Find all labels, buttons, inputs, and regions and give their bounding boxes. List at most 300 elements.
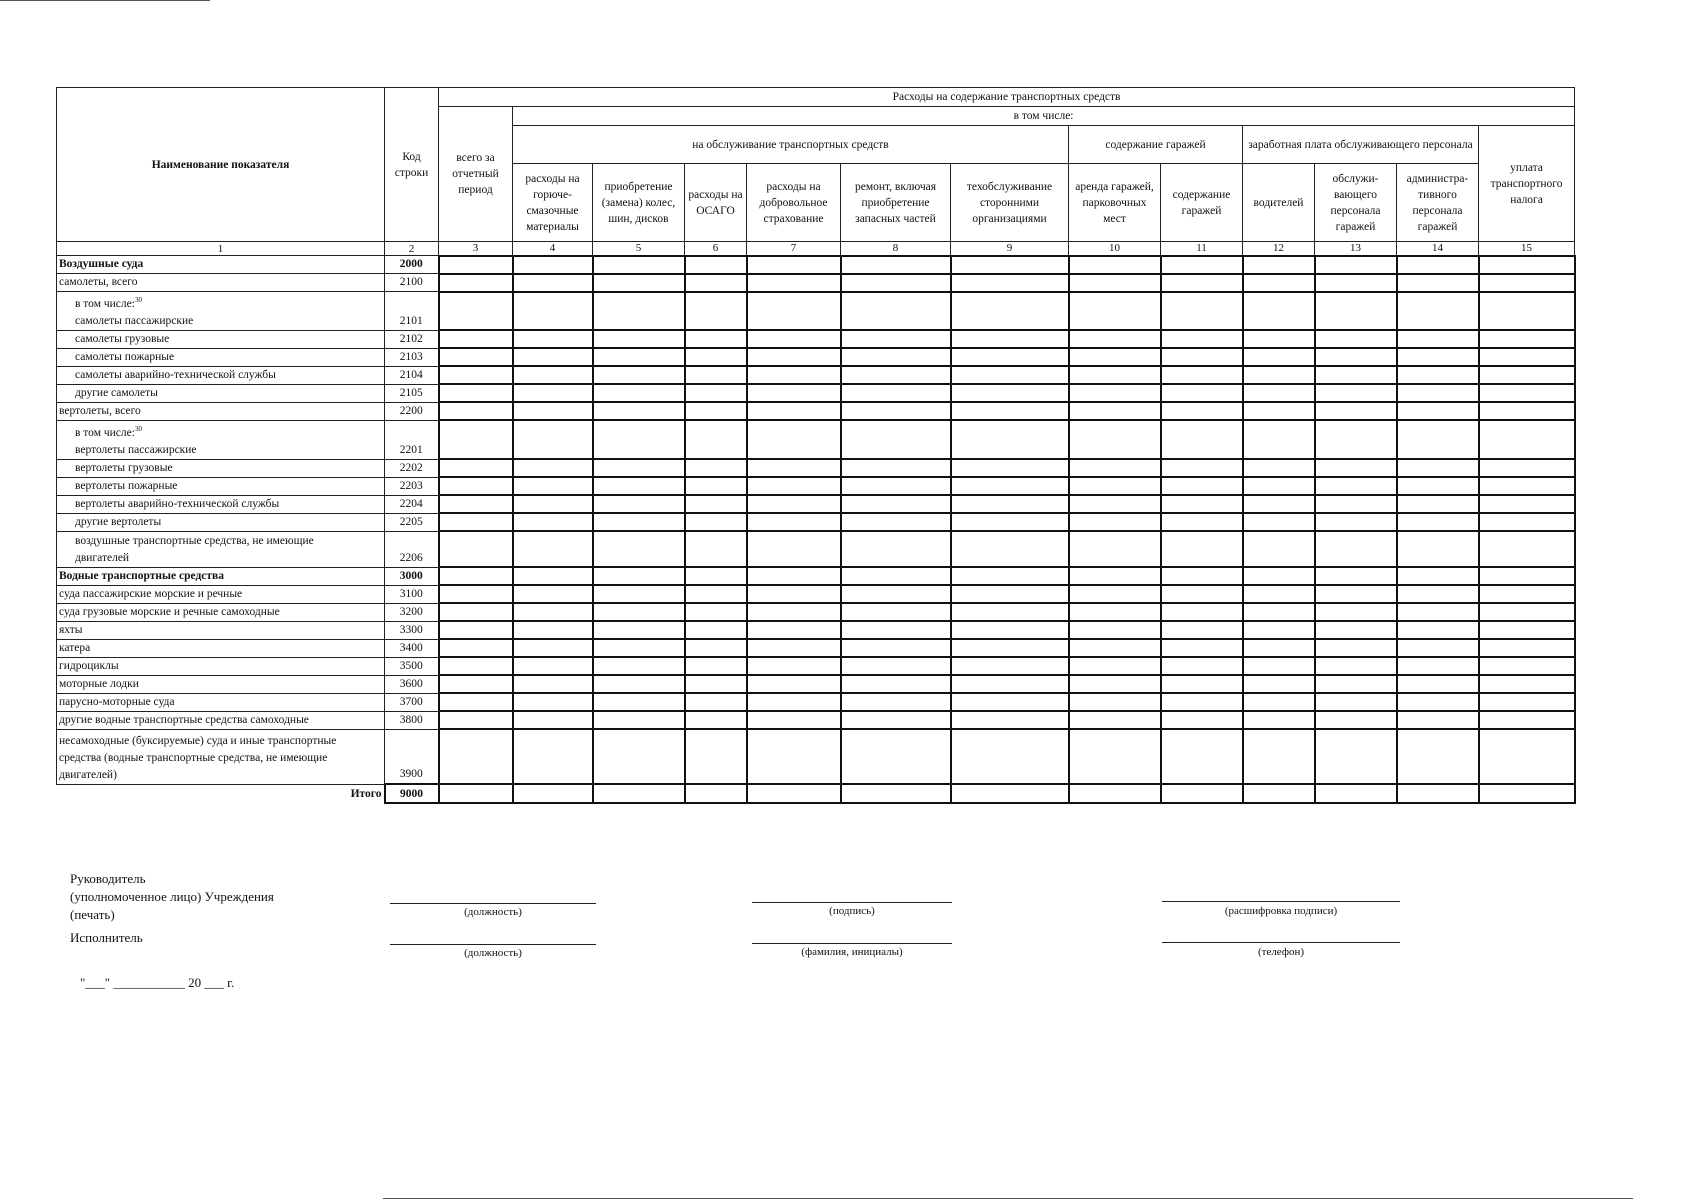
data-cell bbox=[1243, 729, 1315, 784]
data-cell bbox=[1315, 477, 1397, 495]
column-number: 4 bbox=[513, 242, 593, 256]
data-cell bbox=[951, 693, 1069, 711]
row-label bbox=[57, 693, 385, 711]
salary-group-header: заработная плата обслуживающего персонала bbox=[1243, 126, 1479, 164]
signature-caption: (подпись) bbox=[829, 905, 875, 917]
data-cell bbox=[1161, 274, 1243, 292]
data-cell bbox=[1243, 784, 1315, 803]
table-row bbox=[57, 585, 1575, 603]
row-label-prefix: в том числе:$^{30}$ bbox=[75, 296, 142, 310]
data-cell bbox=[1161, 711, 1243, 729]
date-line: "___" ___________ 20 ___ г. bbox=[80, 975, 235, 990]
data-cell bbox=[593, 585, 685, 603]
row-label-text: суда пассажирские морские и речные bbox=[59, 587, 243, 600]
row-label bbox=[57, 366, 385, 384]
footnote-marker: 30 bbox=[134, 296, 142, 304]
data-cell bbox=[1397, 513, 1479, 531]
table-row bbox=[57, 366, 1575, 384]
data-cell bbox=[747, 693, 841, 711]
row-label bbox=[57, 657, 385, 675]
data-cell bbox=[951, 366, 1069, 384]
data-cell bbox=[439, 420, 513, 459]
table-row bbox=[57, 657, 1575, 675]
data-cell bbox=[513, 711, 593, 729]
data-cell bbox=[747, 639, 841, 657]
data-cell bbox=[1315, 402, 1397, 420]
data-cell bbox=[439, 402, 513, 420]
data-cell bbox=[513, 729, 593, 784]
data-cell bbox=[1243, 567, 1315, 585]
data-cell bbox=[513, 420, 593, 459]
data-cell bbox=[1315, 711, 1397, 729]
data-cell bbox=[439, 531, 513, 567]
data-cell bbox=[1069, 348, 1161, 366]
row-label bbox=[57, 621, 385, 639]
data-cell bbox=[1243, 621, 1315, 639]
data-cell bbox=[747, 274, 841, 292]
data-cell bbox=[1243, 256, 1315, 274]
row-label-text: другие водные транспортные средства самоходные bbox=[59, 713, 309, 726]
data-cell bbox=[747, 513, 841, 531]
data-cell bbox=[593, 567, 685, 585]
data-cell bbox=[1069, 693, 1161, 711]
data-cell bbox=[1243, 477, 1315, 495]
data-cell bbox=[685, 603, 747, 621]
row-label-text: двигателей bbox=[75, 551, 130, 564]
data-cell bbox=[1315, 459, 1397, 477]
data-cell bbox=[951, 639, 1069, 657]
data-cell bbox=[1243, 330, 1315, 348]
data-cell bbox=[513, 292, 593, 331]
data-cell bbox=[1069, 639, 1161, 657]
tax-header: уплата транспортного налога bbox=[1479, 126, 1575, 242]
data-cell bbox=[1315, 330, 1397, 348]
expenses-table bbox=[56, 87, 1576, 804]
row-label bbox=[57, 459, 385, 477]
data-cell bbox=[439, 256, 513, 274]
data-cell bbox=[1161, 477, 1243, 495]
data-cell bbox=[747, 784, 841, 803]
row-label-text: вертолеты грузовые bbox=[75, 461, 173, 474]
data-cell bbox=[685, 274, 747, 292]
row-code: 2103 bbox=[385, 348, 439, 366]
data-cell bbox=[1161, 621, 1243, 639]
data-cell bbox=[747, 366, 841, 384]
data-cell bbox=[1397, 420, 1479, 459]
table-row bbox=[57, 256, 1575, 274]
data-cell bbox=[685, 531, 747, 567]
data-cell bbox=[841, 459, 951, 477]
data-cell bbox=[593, 531, 685, 567]
name-caption: (фамилия, инициалы) bbox=[801, 946, 903, 958]
table-row bbox=[57, 274, 1575, 292]
sub-header-maintenance: техобслуживание сторонними организациями bbox=[951, 164, 1069, 242]
data-cell bbox=[1161, 459, 1243, 477]
data-cell bbox=[1479, 477, 1575, 495]
data-cell bbox=[1315, 274, 1397, 292]
data-cell bbox=[1397, 495, 1479, 513]
data-cell bbox=[1069, 459, 1161, 477]
row-label bbox=[57, 477, 385, 495]
row-label-text: катера bbox=[59, 641, 91, 654]
data-cell bbox=[593, 657, 685, 675]
row-label-text: яхты bbox=[59, 623, 83, 636]
data-cell bbox=[841, 402, 951, 420]
total-label: Итого bbox=[350, 787, 382, 800]
data-cell bbox=[439, 477, 513, 495]
sub-header-insurance: расходы на добровольное страхование bbox=[747, 164, 841, 242]
position2-caption: (должность) bbox=[464, 947, 522, 959]
column-number: 7 bbox=[747, 242, 841, 256]
data-cell bbox=[513, 585, 593, 603]
data-cell bbox=[685, 330, 747, 348]
data-cell bbox=[1315, 657, 1397, 675]
data-cell bbox=[1479, 531, 1575, 567]
data-cell bbox=[1397, 603, 1479, 621]
data-cell bbox=[685, 384, 747, 402]
data-cell bbox=[513, 784, 593, 803]
data-cell bbox=[841, 330, 951, 348]
data-cell bbox=[1479, 256, 1575, 274]
scan-edge-top bbox=[0, 0, 210, 1]
data-cell bbox=[439, 274, 513, 292]
data-cell bbox=[439, 330, 513, 348]
row-label-text: самолеты пассажирские bbox=[75, 314, 194, 327]
row-code: 3700 bbox=[385, 693, 439, 711]
data-cell bbox=[951, 348, 1069, 366]
sub-header-drivers: водителей bbox=[1243, 164, 1315, 242]
data-cell bbox=[593, 784, 685, 803]
data-cell bbox=[1315, 784, 1397, 803]
data-cell bbox=[439, 585, 513, 603]
data-cell bbox=[1069, 330, 1161, 348]
data-cell bbox=[747, 657, 841, 675]
data-cell bbox=[841, 639, 951, 657]
row-label-prefix-2: средства (водные транспортные средства, не имеющие bbox=[59, 751, 328, 764]
data-cell bbox=[1161, 585, 1243, 603]
data-cell bbox=[1243, 639, 1315, 657]
row-label-text: самолеты аварийно-технической службы bbox=[75, 368, 276, 381]
data-cell bbox=[1069, 603, 1161, 621]
data-cell bbox=[1161, 495, 1243, 513]
column-number: 10 bbox=[1069, 242, 1161, 256]
data-cell bbox=[685, 585, 747, 603]
table-row bbox=[57, 513, 1575, 531]
data-cell bbox=[439, 366, 513, 384]
data-cell bbox=[951, 495, 1069, 513]
data-cell bbox=[841, 585, 951, 603]
table-row bbox=[57, 330, 1575, 348]
data-cell bbox=[1243, 384, 1315, 402]
data-cell bbox=[593, 603, 685, 621]
data-cell bbox=[685, 675, 747, 693]
data-cell bbox=[1315, 675, 1397, 693]
table-row bbox=[57, 292, 1575, 331]
data-cell bbox=[1315, 639, 1397, 657]
data-cell bbox=[685, 711, 747, 729]
row-code: 2200 bbox=[385, 402, 439, 420]
data-cell bbox=[951, 330, 1069, 348]
data-cell bbox=[685, 366, 747, 384]
data-cell bbox=[513, 657, 593, 675]
data-cell bbox=[593, 330, 685, 348]
data-cell bbox=[513, 366, 593, 384]
data-cell bbox=[1397, 459, 1479, 477]
sub-header-tires: приобретение (замена) колес, шин, дисков bbox=[593, 164, 685, 242]
data-cell bbox=[513, 274, 593, 292]
data-cell bbox=[1397, 292, 1479, 331]
data-cell bbox=[1243, 420, 1315, 459]
row-label-text: двигателей) bbox=[59, 768, 117, 781]
data-cell bbox=[685, 693, 747, 711]
data-cell bbox=[747, 711, 841, 729]
data-cell bbox=[1161, 567, 1243, 585]
data-cell bbox=[439, 567, 513, 585]
row-label-text: парусно-моторные суда bbox=[59, 695, 175, 708]
row-label-text: вертолеты пассажирские bbox=[75, 443, 197, 456]
data-cell bbox=[951, 603, 1069, 621]
sub-header-fuel: расходы на горюче-смазочные материалы bbox=[513, 164, 593, 242]
row-code: 2101 bbox=[385, 292, 439, 331]
data-cell bbox=[593, 711, 685, 729]
data-cell bbox=[685, 402, 747, 420]
data-cell bbox=[1315, 567, 1397, 585]
table-row bbox=[57, 459, 1575, 477]
data-cell bbox=[1479, 675, 1575, 693]
row-label bbox=[57, 531, 385, 567]
table-row bbox=[57, 402, 1575, 420]
data-cell bbox=[1069, 513, 1161, 531]
data-cell bbox=[951, 567, 1069, 585]
row-code: 3300 bbox=[385, 621, 439, 639]
table-row bbox=[57, 495, 1575, 513]
head-label-1: Руководитель bbox=[70, 871, 146, 886]
sub-header-repair: ремонт, включая приобретение запасных частей bbox=[841, 164, 951, 242]
data-cell bbox=[685, 477, 747, 495]
phone-line bbox=[1162, 942, 1400, 943]
data-cell bbox=[1243, 495, 1315, 513]
data-cell bbox=[685, 292, 747, 331]
data-cell bbox=[1069, 256, 1161, 274]
data-cell bbox=[1479, 348, 1575, 366]
row-code: 2102 bbox=[385, 330, 439, 348]
data-cell bbox=[747, 384, 841, 402]
row-label-text: Воздушные суда bbox=[59, 258, 144, 270]
data-cell bbox=[841, 384, 951, 402]
data-cell bbox=[685, 784, 747, 803]
data-cell bbox=[747, 477, 841, 495]
data-cell bbox=[841, 711, 951, 729]
data-cell bbox=[1479, 495, 1575, 513]
data-cell bbox=[439, 693, 513, 711]
row-code: 2105 bbox=[385, 384, 439, 402]
data-cell bbox=[841, 292, 951, 331]
data-cell bbox=[1161, 657, 1243, 675]
signature-line bbox=[752, 902, 952, 903]
data-cell bbox=[593, 384, 685, 402]
column-number: 6 bbox=[685, 242, 747, 256]
data-cell bbox=[593, 477, 685, 495]
data-cell bbox=[1161, 402, 1243, 420]
garage-group-header: содержание гаражей bbox=[1069, 126, 1243, 164]
table-row bbox=[57, 477, 1575, 495]
position-line bbox=[390, 903, 596, 904]
data-cell bbox=[1397, 585, 1479, 603]
data-cell bbox=[513, 402, 593, 420]
data-cell bbox=[1069, 274, 1161, 292]
data-cell bbox=[1161, 784, 1243, 803]
column-number: 15 bbox=[1479, 242, 1575, 256]
data-cell bbox=[1315, 531, 1397, 567]
data-cell bbox=[1069, 567, 1161, 585]
data-cell bbox=[1479, 292, 1575, 331]
data-cell bbox=[747, 348, 841, 366]
data-cell bbox=[1315, 621, 1397, 639]
data-cell bbox=[1243, 402, 1315, 420]
data-cell bbox=[747, 495, 841, 513]
data-cell bbox=[1069, 711, 1161, 729]
table-row bbox=[57, 348, 1575, 366]
column-number: 8 bbox=[841, 242, 951, 256]
row-label bbox=[57, 675, 385, 693]
data-cell bbox=[951, 513, 1069, 531]
data-cell bbox=[1479, 402, 1575, 420]
column-number: 9 bbox=[951, 242, 1069, 256]
data-cell bbox=[1315, 384, 1397, 402]
table-row bbox=[57, 621, 1575, 639]
data-cell bbox=[1161, 348, 1243, 366]
data-cell bbox=[1397, 567, 1479, 585]
row-label bbox=[57, 256, 385, 274]
row-label bbox=[57, 513, 385, 531]
row-label bbox=[57, 639, 385, 657]
column-number: 14 bbox=[1397, 242, 1479, 256]
data-cell bbox=[1397, 675, 1479, 693]
row-code: 2206 bbox=[385, 531, 439, 567]
data-cell bbox=[685, 420, 747, 459]
data-cell bbox=[513, 495, 593, 513]
row-label bbox=[57, 420, 385, 459]
data-cell bbox=[951, 621, 1069, 639]
data-cell bbox=[1069, 621, 1161, 639]
data-cell bbox=[747, 603, 841, 621]
data-cell bbox=[1397, 657, 1479, 675]
row-code: 3400 bbox=[385, 639, 439, 657]
table-row bbox=[57, 567, 1575, 585]
data-cell bbox=[439, 513, 513, 531]
data-cell bbox=[439, 729, 513, 784]
data-cell bbox=[841, 274, 951, 292]
data-cell bbox=[1397, 621, 1479, 639]
data-cell bbox=[1397, 330, 1479, 348]
data-cell bbox=[747, 292, 841, 331]
data-cell bbox=[1161, 603, 1243, 621]
data-cell bbox=[841, 621, 951, 639]
data-cell bbox=[685, 657, 747, 675]
data-cell bbox=[1161, 729, 1243, 784]
data-cell bbox=[1243, 693, 1315, 711]
data-cell bbox=[513, 330, 593, 348]
row-label bbox=[57, 384, 385, 402]
data-cell bbox=[593, 621, 685, 639]
row-label bbox=[57, 348, 385, 366]
column-number: 3 bbox=[439, 242, 513, 256]
data-cell bbox=[439, 639, 513, 657]
data-cell bbox=[1315, 585, 1397, 603]
row-label bbox=[57, 495, 385, 513]
data-cell bbox=[1397, 366, 1479, 384]
data-cell bbox=[593, 366, 685, 384]
data-cell bbox=[513, 567, 593, 585]
data-cell bbox=[593, 459, 685, 477]
data-cell bbox=[439, 292, 513, 331]
data-cell bbox=[593, 675, 685, 693]
data-cell bbox=[439, 784, 513, 803]
data-cell bbox=[747, 729, 841, 784]
row-label bbox=[57, 729, 385, 784]
data-cell bbox=[1397, 729, 1479, 784]
data-cell bbox=[439, 459, 513, 477]
row-label-text: самолеты, всего bbox=[59, 276, 138, 288]
data-cell bbox=[1243, 603, 1315, 621]
data-cell bbox=[593, 256, 685, 274]
data-cell bbox=[1479, 585, 1575, 603]
name-line bbox=[752, 943, 952, 944]
data-cell bbox=[513, 513, 593, 531]
data-cell bbox=[1161, 366, 1243, 384]
signature-decoding-line bbox=[1162, 901, 1400, 902]
data-cell bbox=[1315, 693, 1397, 711]
data-cell bbox=[841, 784, 951, 803]
data-cell bbox=[1479, 729, 1575, 784]
data-cell bbox=[513, 256, 593, 274]
data-cell bbox=[1243, 459, 1315, 477]
data-cell bbox=[951, 292, 1069, 331]
data-cell bbox=[685, 729, 747, 784]
data-cell bbox=[513, 603, 593, 621]
row-code: 3500 bbox=[385, 657, 439, 675]
data-cell bbox=[1069, 585, 1161, 603]
data-cell bbox=[1161, 531, 1243, 567]
data-cell bbox=[747, 459, 841, 477]
data-cell bbox=[513, 531, 593, 567]
data-cell bbox=[1069, 420, 1161, 459]
data-cell bbox=[593, 693, 685, 711]
row-label bbox=[57, 603, 385, 621]
data-cell bbox=[1243, 274, 1315, 292]
data-cell bbox=[951, 459, 1069, 477]
data-cell bbox=[1397, 384, 1479, 402]
data-cell bbox=[747, 567, 841, 585]
data-cell bbox=[1479, 621, 1575, 639]
data-cell bbox=[1315, 292, 1397, 331]
column-number: 12 bbox=[1243, 242, 1315, 256]
data-cell bbox=[1069, 495, 1161, 513]
including-header: в том числе: bbox=[513, 107, 1575, 126]
data-cell bbox=[1397, 256, 1479, 274]
total-row bbox=[57, 784, 1575, 803]
data-cell bbox=[1479, 366, 1575, 384]
row-label bbox=[57, 330, 385, 348]
column-number: 2 bbox=[385, 242, 439, 256]
data-cell bbox=[1479, 513, 1575, 531]
data-cell bbox=[747, 531, 841, 567]
data-cell bbox=[1315, 256, 1397, 274]
row-label-text: Водные транспортные средства bbox=[59, 569, 224, 582]
phone-caption: (телефон) bbox=[1257, 946, 1305, 958]
row-code: 3100 bbox=[385, 585, 439, 603]
data-cell bbox=[1479, 657, 1575, 675]
